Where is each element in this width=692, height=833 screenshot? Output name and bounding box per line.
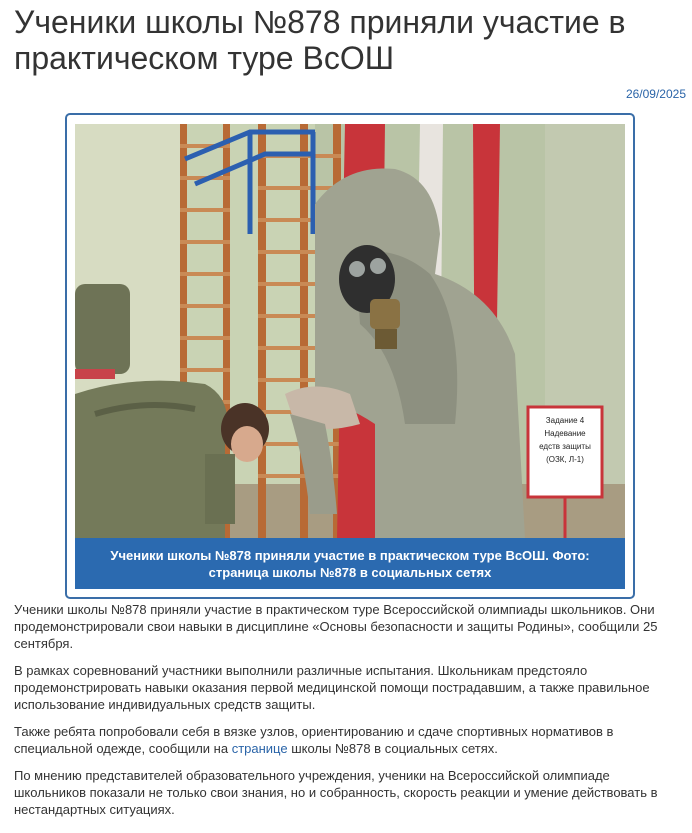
article-body bbox=[14, 601, 684, 828]
social-page-link[interactable]: странице bbox=[231, 741, 288, 756]
article-paragraph: По мнению представителей образовательного учреждения, ученики на Всероссийской олимпиаде школьников показали не только свои знания, но и собранность, скорость реакции и умение действовать в нестандартных ситуациях. bbox=[14, 768, 658, 817]
article-paragraph: Ученики школы №878 приняли участие в практическом туре Всероссийской олимпиады школьников. Они продемонстрировали свои навыки в дисциплине «Основы безопасности и защиты Родины», сообщили 25 сентября. bbox=[14, 602, 658, 651]
article-paragraph: В рамках соревнований участники выполнили различные испытания. Школьникам предстояло продемонстрировать навыки оказания первой медицинской помощи пострадавшим, а также правильное использование индивидуальных средств защиты. bbox=[14, 663, 650, 712]
article-paragraph bbox=[14, 723, 684, 757]
article-title: Ученики школы №878 приняли участие в практическом туре ВсОШ bbox=[14, 4, 626, 76]
photo-caption: Ученики школы №878 приняли участие в практическом туре ВсОШ. Фото: страница школы №878 в социальных сетях bbox=[75, 538, 625, 589]
article-figure bbox=[65, 113, 635, 599]
article-photo bbox=[75, 124, 625, 538]
paragraph-text: Также ребята попробовали себя в вязке узлов, ориентированию и сдаче спортивных нормативов в специальной одежде, сообщили на bbox=[14, 724, 614, 756]
task-sign-line: Надевание bbox=[544, 429, 586, 438]
task-sign-line: Задание 4 bbox=[545, 416, 585, 425]
task-sign-line: едств защиты bbox=[539, 442, 591, 451]
task-sign-line: (ОЗК, Л-1) bbox=[546, 455, 584, 464]
paragraph-text: школы №878 в социальных сетях. bbox=[287, 741, 498, 756]
article-date: 26/09/2025 bbox=[625, 87, 686, 101]
